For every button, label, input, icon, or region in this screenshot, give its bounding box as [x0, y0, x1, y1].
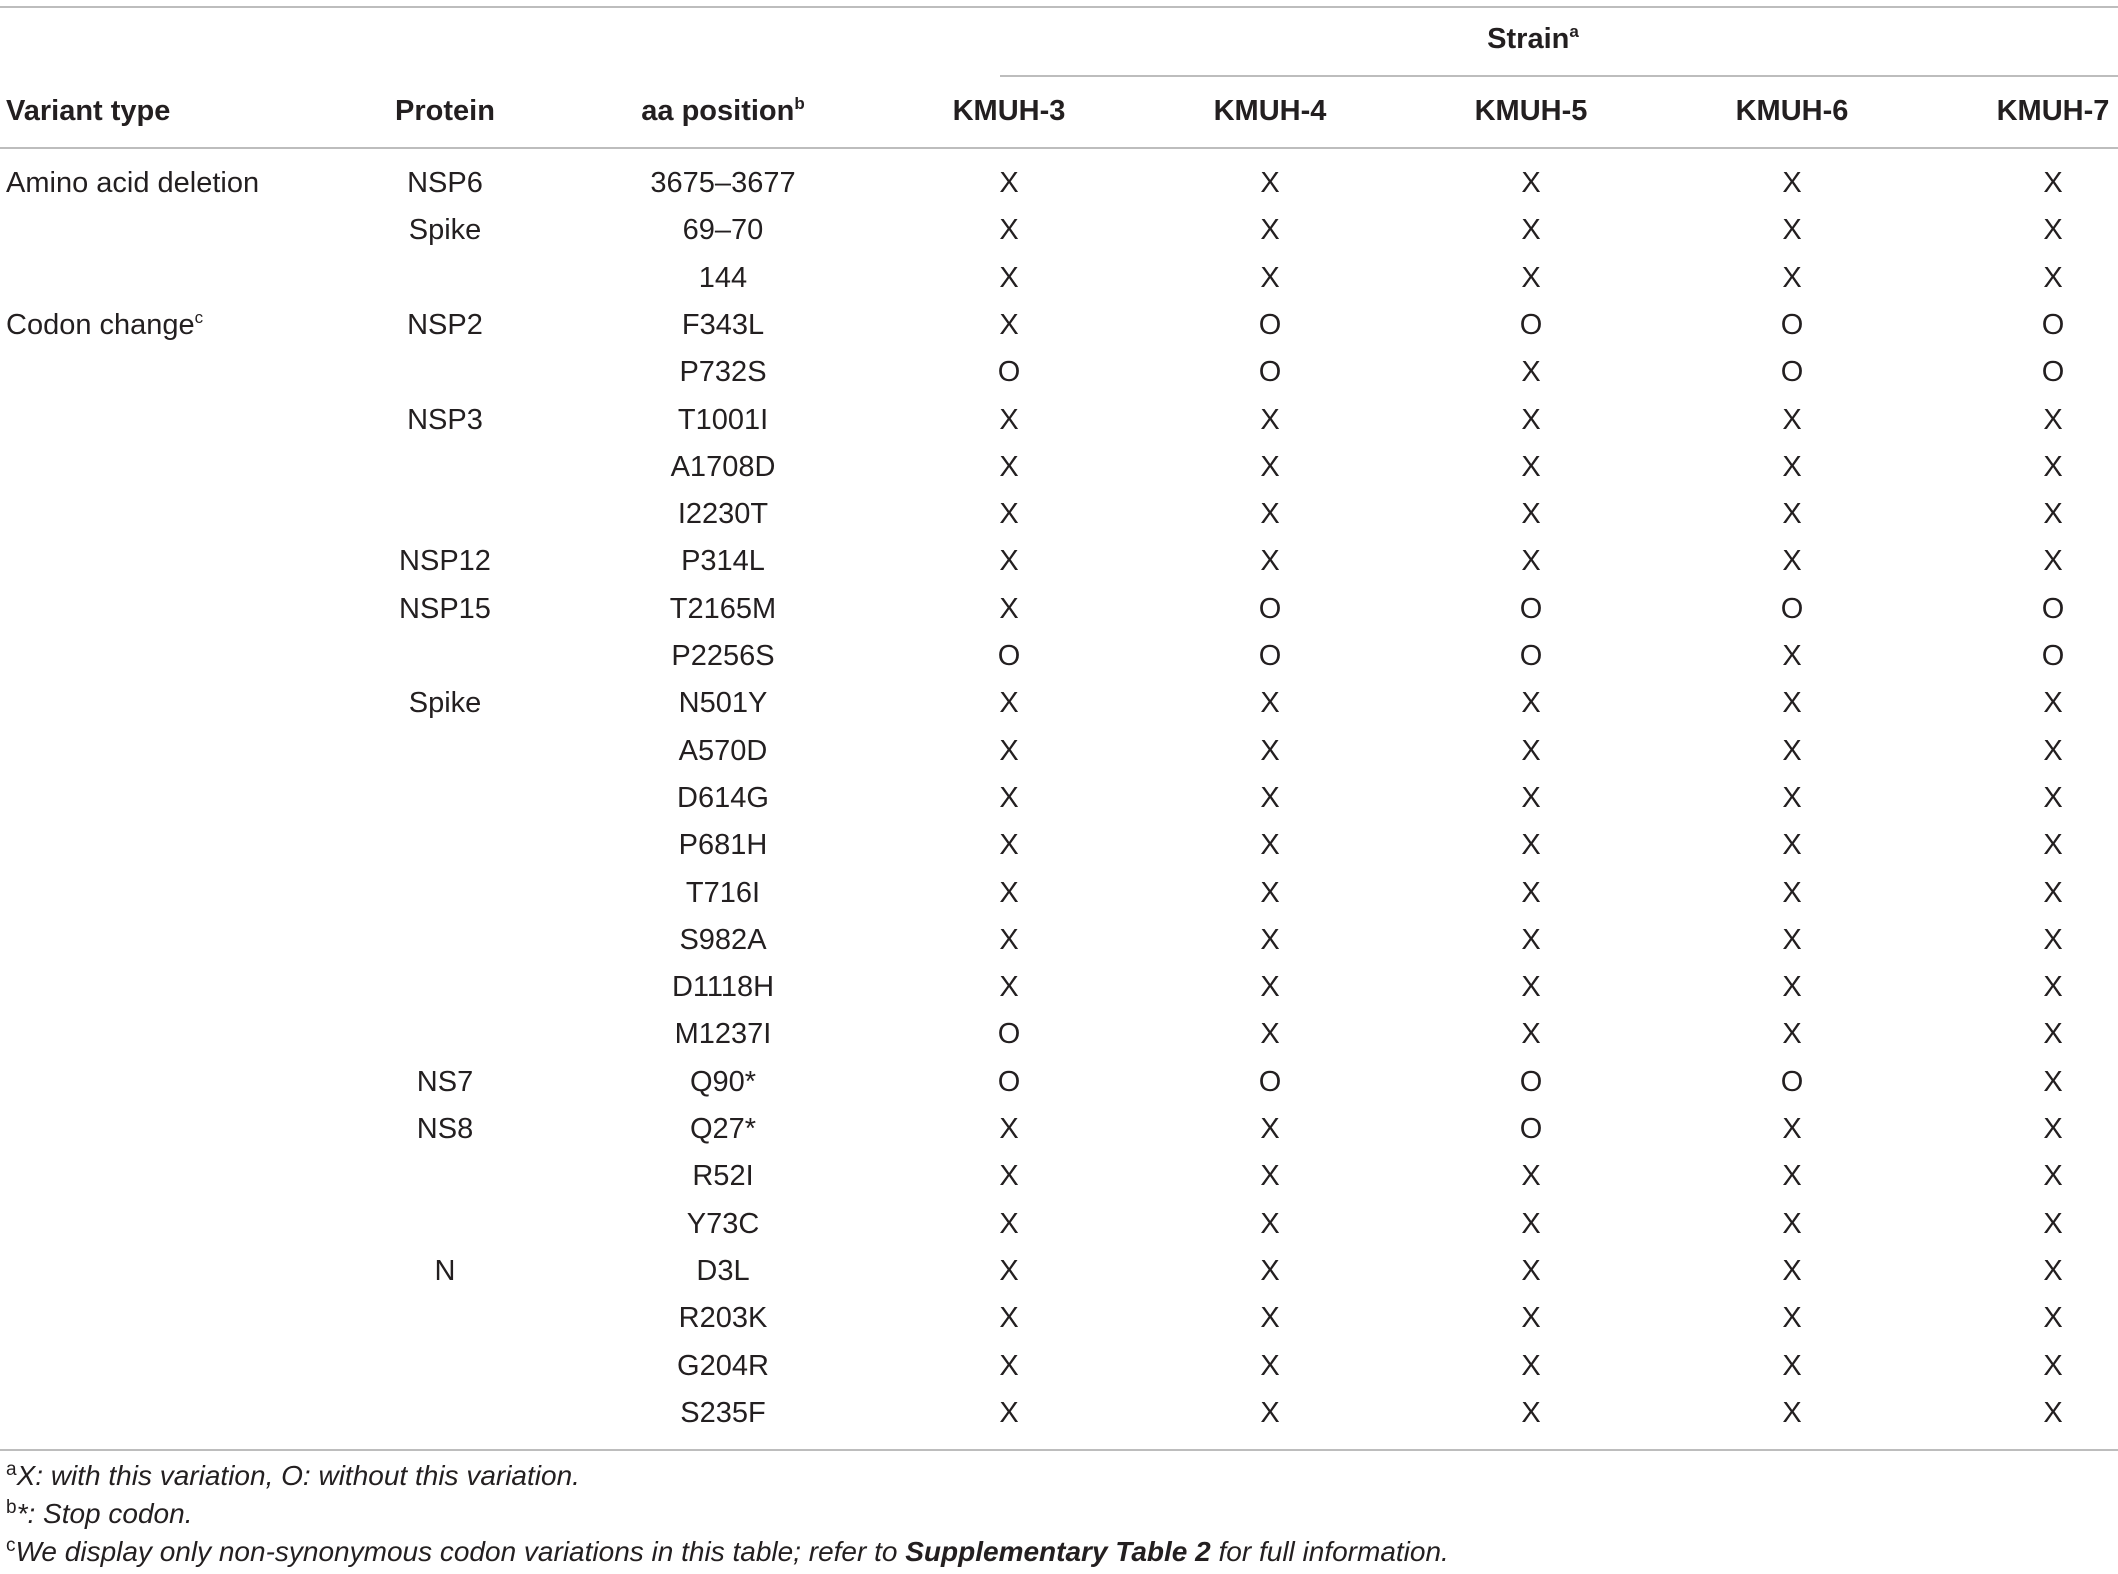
cell-kmuh-5: X: [1521, 403, 1541, 436]
cell-kmuh-7: X: [2043, 971, 2063, 1004]
cell-protein: Spike: [408, 687, 482, 720]
cell-kmuh-4: X: [1260, 545, 1280, 578]
cell-aa-position: N501Y: [678, 687, 768, 720]
cell-kmuh-3: X: [999, 592, 1019, 625]
cell-aa-position: S235F: [680, 1396, 766, 1429]
cell-kmuh-3: O: [997, 1018, 1021, 1051]
cell-kmuh-3: X: [999, 498, 1019, 531]
cell-kmuh-6: X: [1782, 498, 1802, 531]
cell-protein: NSP3: [407, 403, 483, 436]
table-row: [0, 1248, 2118, 1295]
cell-aa-position: P732S: [679, 356, 767, 389]
cell-aa-position: T1001I: [677, 403, 769, 436]
cell-kmuh-3: X: [999, 1113, 1019, 1145]
cell-protein: NSP15: [399, 592, 491, 625]
cell-kmuh-5: X: [1521, 214, 1541, 247]
cell-kmuh-3: X: [999, 1207, 1019, 1240]
cell-kmuh-6: X: [1782, 1160, 1802, 1193]
cell-kmuh-3: X: [999, 167, 1019, 199]
table-row: [0, 1153, 2118, 1200]
cell-kmuh-5: O: [1519, 592, 1543, 625]
cell-kmuh-4: X: [1260, 214, 1280, 247]
table-row: [0, 1201, 2118, 1248]
cell-kmuh-3: O: [997, 356, 1021, 389]
cell-kmuh-6: X: [1782, 829, 1802, 862]
cell-kmuh-3: O: [997, 640, 1021, 672]
cell-kmuh-4: X: [1260, 876, 1280, 909]
cell-kmuh-4: X: [1260, 1160, 1280, 1193]
cell-kmuh-6: O: [1780, 356, 1804, 389]
cell-kmuh-6: X: [1782, 167, 1802, 199]
cell-protein: NS7: [416, 1065, 474, 1098]
cell-kmuh-4: X: [1260, 167, 1280, 199]
cell-kmuh-5: X: [1521, 261, 1541, 294]
cell-kmuh-4: O: [1258, 1065, 1282, 1098]
cell-aa-position: P681H: [678, 829, 768, 862]
cell-kmuh-6: X: [1782, 876, 1802, 909]
cell-kmuh-5: X: [1521, 1254, 1541, 1287]
table-row: [0, 775, 2118, 822]
header-strain-kmuh-7: KMUH-7: [1996, 95, 2110, 127]
cell-kmuh-6: X: [1782, 261, 1802, 294]
cell-aa-position: Q90*: [689, 1065, 757, 1098]
cell-aa-position: D1118H: [671, 971, 775, 1004]
cell-kmuh-3: X: [999, 214, 1019, 247]
table-row: [0, 1106, 2118, 1153]
cell-kmuh-5: X: [1521, 356, 1541, 389]
cell-aa-position: R52I: [692, 1160, 754, 1193]
table-row: [0, 1011, 2118, 1058]
table-row: [0, 1059, 2118, 1106]
cell-kmuh-3: X: [999, 1302, 1019, 1335]
cell-kmuh-4: X: [1260, 923, 1280, 956]
cell-kmuh-6: X: [1782, 1113, 1802, 1145]
cell-protein: NSP6: [407, 167, 483, 199]
cell-kmuh-3: X: [999, 308, 1019, 341]
cell-kmuh-6: X: [1782, 1302, 1802, 1335]
table-row: [0, 633, 2118, 680]
cell-kmuh-6: X: [1782, 450, 1802, 483]
cell-kmuh-7: X: [2043, 1302, 2063, 1335]
strain-group-header: Strain$^a$: [1487, 22, 1579, 55]
cell-aa-position: R203K: [678, 1302, 768, 1335]
table-row: [0, 255, 2118, 302]
cell-kmuh-3: O: [997, 1065, 1021, 1098]
cell-kmuh-7: X: [2043, 687, 2063, 720]
header-variant-type: Variant type: [6, 95, 171, 127]
header-strain-kmuh-3: KMUH-3: [952, 95, 1066, 127]
supplementary-table-ref: Supplementary Table 2: [905, 1536, 1211, 1567]
cell-kmuh-7: O: [2041, 356, 2065, 389]
cell-kmuh-6: X: [1782, 214, 1802, 247]
header-strain-kmuh-5: KMUH-5: [1474, 95, 1588, 127]
header-aa-position: aa position$^b$: [641, 94, 805, 127]
table-row: [0, 586, 2118, 633]
cell-kmuh-7: O: [2041, 640, 2065, 672]
cell-kmuh-4: X: [1260, 1018, 1280, 1051]
cell-kmuh-5: X: [1521, 1302, 1541, 1335]
cell-aa-position: 69–70: [682, 214, 764, 247]
cell-kmuh-4: O: [1258, 592, 1282, 625]
cell-kmuh-7: X: [2043, 781, 2063, 814]
cell-kmuh-6: X: [1782, 1349, 1802, 1382]
cell-kmuh-4: X: [1260, 1207, 1280, 1240]
cell-kmuh-7: X: [2043, 498, 2063, 531]
table-row: [0, 349, 2118, 396]
header-protein: Protein: [395, 95, 495, 127]
cell-aa-position: 144: [698, 261, 748, 294]
cell-protein: Spike: [408, 214, 482, 247]
cell-kmuh-3: X: [999, 734, 1019, 767]
cell-kmuh-7: X: [2043, 923, 2063, 956]
cell-protein: NSP12: [399, 545, 491, 578]
table-row: [0, 1343, 2118, 1390]
cell-kmuh-4: X: [1260, 687, 1280, 720]
cell-aa-position: Y73C: [686, 1207, 760, 1240]
cell-kmuh-7: X: [2043, 734, 2063, 767]
cell-kmuh-4: X: [1260, 450, 1280, 483]
footnote-b: $^b$*: Stop codon.: [6, 1497, 193, 1529]
cell-kmuh-6: X: [1782, 781, 1802, 814]
table-top-rule: [0, 6, 2118, 8]
cell-kmuh-7: O: [2041, 592, 2065, 625]
header-rule: [0, 147, 2118, 149]
cell-kmuh-7: X: [2043, 450, 2063, 483]
table-row: [0, 728, 2118, 775]
cell-kmuh-3: X: [999, 971, 1019, 1004]
cell-kmuh-4: O: [1258, 640, 1282, 672]
cell-kmuh-5: X: [1521, 1160, 1541, 1193]
cell-kmuh-3: X: [999, 1349, 1019, 1382]
cell-kmuh-4: O: [1258, 308, 1282, 341]
cell-kmuh-5: X: [1521, 971, 1541, 1004]
cell-kmuh-7: X: [2043, 876, 2063, 909]
cell-kmuh-6: O: [1780, 1065, 1804, 1098]
table-row: [0, 1390, 2118, 1437]
cell-kmuh-4: X: [1260, 1396, 1280, 1429]
table-row: [0, 302, 2118, 349]
table-row: [0, 870, 2118, 917]
cell-protein: NS8: [416, 1113, 474, 1145]
table-row: [0, 822, 2118, 869]
cell-kmuh-4: X: [1260, 498, 1280, 531]
cell-kmuh-3: X: [999, 781, 1019, 814]
cell-protein: NSP2: [407, 308, 483, 341]
table-row: [0, 1295, 2118, 1342]
cell-aa-position: Q27*: [689, 1113, 757, 1145]
cell-kmuh-4: X: [1260, 1302, 1280, 1335]
cell-kmuh-5: X: [1521, 450, 1541, 483]
cell-kmuh-5: X: [1521, 734, 1541, 767]
cell-variant-type: Amino acid deletion: [6, 167, 260, 199]
table-row: [0, 160, 2118, 207]
cell-kmuh-6: X: [1782, 403, 1802, 436]
cell-kmuh-6: O: [1780, 308, 1804, 341]
cell-aa-position: M1237I: [674, 1018, 772, 1051]
cell-kmuh-7: X: [2043, 1160, 2063, 1193]
cell-kmuh-7: X: [2043, 1396, 2063, 1429]
cell-kmuh-3: X: [999, 261, 1019, 294]
cell-kmuh-5: O: [1519, 1065, 1543, 1098]
cell-aa-position: G204R: [677, 1349, 769, 1382]
cell-kmuh-3: X: [999, 1160, 1019, 1193]
table-row: [0, 538, 2118, 585]
cell-kmuh-5: X: [1521, 498, 1541, 531]
cell-kmuh-5: X: [1521, 1349, 1541, 1382]
cell-kmuh-6: X: [1782, 1396, 1802, 1429]
table-row: [0, 964, 2118, 1011]
cell-kmuh-3: X: [999, 876, 1019, 909]
cell-kmuh-7: X: [2043, 1065, 2063, 1098]
cell-kmuh-6: O: [1780, 592, 1804, 625]
table-row: [0, 680, 2118, 727]
cell-kmuh-4: X: [1260, 403, 1280, 436]
cell-kmuh-3: X: [999, 450, 1019, 483]
table-row: [0, 397, 2118, 444]
table-row: [0, 207, 2118, 254]
cell-kmuh-6: X: [1782, 1018, 1802, 1051]
cell-aa-position: P314L: [681, 545, 765, 578]
cell-kmuh-6: X: [1782, 1207, 1802, 1240]
table-bottom-rule: [0, 1449, 2118, 1451]
cell-kmuh-3: X: [999, 403, 1019, 436]
cell-aa-position: T716I: [685, 876, 761, 909]
cell-kmuh-5: X: [1521, 781, 1541, 814]
cell-kmuh-7: O: [2041, 308, 2065, 341]
cell-kmuh-4: X: [1260, 971, 1280, 1004]
header-strain-kmuh-6: KMUH-6: [1735, 95, 1849, 127]
cell-aa-position: I2230T: [677, 498, 769, 531]
cell-kmuh-5: O: [1519, 1113, 1543, 1145]
cell-aa-position: A1708D: [670, 450, 776, 483]
cell-kmuh-5: X: [1521, 876, 1541, 909]
cell-kmuh-5: X: [1521, 1396, 1541, 1429]
cell-kmuh-4: X: [1260, 1113, 1280, 1145]
cell-kmuh-4: X: [1260, 1254, 1280, 1287]
cell-kmuh-7: X: [2043, 829, 2063, 862]
cell-kmuh-3: X: [999, 1254, 1019, 1287]
cell-kmuh-4: X: [1260, 781, 1280, 814]
cell-kmuh-7: X: [2043, 1207, 2063, 1240]
cell-kmuh-7: X: [2043, 1254, 2063, 1287]
cell-aa-position: F343L: [681, 308, 765, 341]
cell-kmuh-4: O: [1258, 356, 1282, 389]
cell-kmuh-3: X: [999, 829, 1019, 862]
cell-kmuh-7: X: [2043, 1113, 2063, 1145]
header-strain-kmuh-4: KMUH-4: [1213, 95, 1327, 127]
cell-protein: N: [434, 1254, 456, 1287]
cell-aa-position: P2256S: [671, 640, 775, 672]
cell-kmuh-4: X: [1260, 734, 1280, 767]
footnote-c: $^c$We display only non-synonymous codon variations in this table; refer to Supplementary Table 2 for full information.: [6, 1535, 1449, 1567]
cell-kmuh-7: X: [2043, 214, 2063, 247]
cell-kmuh-7: X: [2043, 1018, 2063, 1051]
cell-kmuh-7: X: [2043, 167, 2063, 199]
cell-kmuh-4: X: [1260, 829, 1280, 862]
strain-group-rule: [1000, 75, 2118, 77]
cell-variant-type: Codon change$^c$: [6, 307, 204, 341]
cell-kmuh-4: X: [1260, 261, 1280, 294]
cell-aa-position: 3675–3677: [650, 167, 796, 199]
cell-kmuh-5: X: [1521, 167, 1541, 199]
cell-kmuh-7: X: [2043, 261, 2063, 294]
cell-kmuh-6: X: [1782, 734, 1802, 767]
cell-kmuh-3: X: [999, 1396, 1019, 1429]
cell-kmuh-5: X: [1521, 829, 1541, 862]
cell-kmuh-6: X: [1782, 545, 1802, 578]
cell-aa-position: D614G: [677, 781, 769, 814]
cell-kmuh-3: X: [999, 923, 1019, 956]
cell-kmuh-5: X: [1521, 1018, 1541, 1051]
cell-kmuh-4: X: [1260, 1349, 1280, 1382]
cell-kmuh-7: X: [2043, 403, 2063, 436]
cell-kmuh-5: X: [1521, 545, 1541, 578]
cell-kmuh-6: X: [1782, 1254, 1802, 1287]
cell-aa-position: A570D: [678, 734, 768, 767]
cell-kmuh-6: X: [1782, 640, 1802, 672]
table-row: [0, 444, 2118, 491]
cell-kmuh-5: X: [1521, 923, 1541, 956]
cell-kmuh-3: X: [999, 687, 1019, 720]
cell-kmuh-5: O: [1519, 640, 1543, 672]
table-row: [0, 917, 2118, 964]
cell-aa-position: D3L: [696, 1254, 750, 1287]
cell-aa-position: T2165M: [669, 592, 777, 625]
table-row: [0, 491, 2118, 538]
cell-kmuh-6: X: [1782, 971, 1802, 1004]
cell-kmuh-5: X: [1521, 1207, 1541, 1240]
cell-kmuh-6: X: [1782, 923, 1802, 956]
cell-kmuh-5: X: [1521, 687, 1541, 720]
cell-kmuh-7: X: [2043, 1349, 2063, 1382]
cell-aa-position: S982A: [679, 923, 767, 956]
cell-kmuh-7: X: [2043, 545, 2063, 578]
cell-kmuh-6: X: [1782, 687, 1802, 720]
footnote-a: $^a$X: with this variation, O: without this variation.: [6, 1459, 580, 1491]
cell-kmuh-3: X: [999, 545, 1019, 578]
cell-kmuh-5: O: [1519, 308, 1543, 341]
